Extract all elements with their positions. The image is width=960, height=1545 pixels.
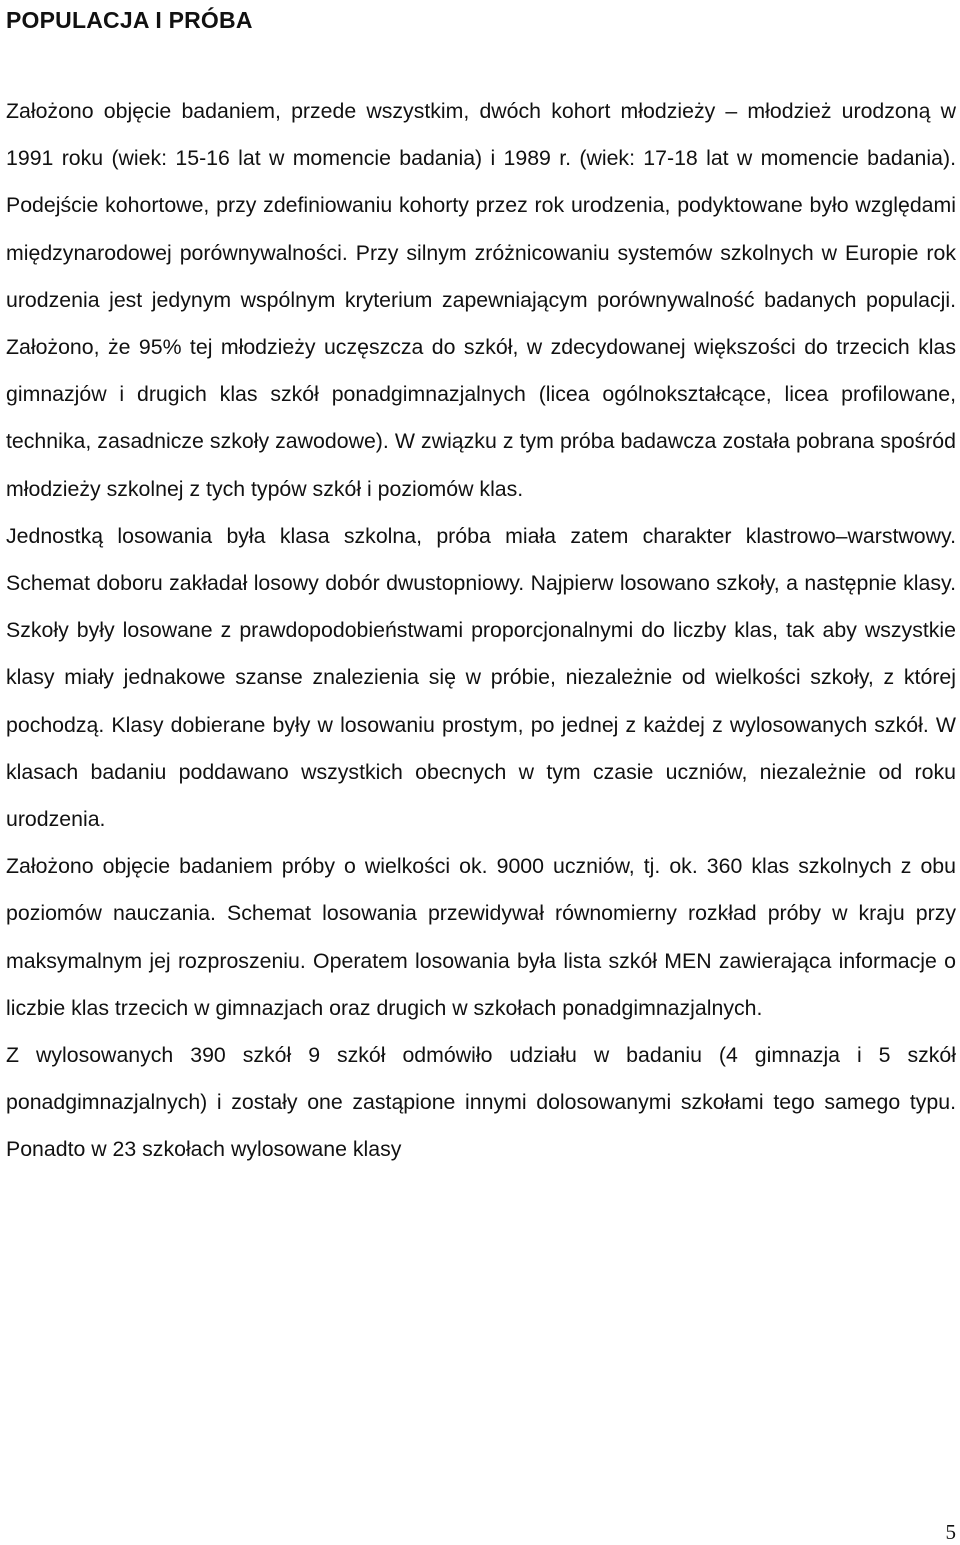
paragraph-refusals: Z wylosowanych 390 szkół 9 szkół odmówiło udziału w badaniu (4 gimnazja i 5 szkół ponadgimnazjalnych) i zostały one zastąpione innymi dolosowanymi szkołami tego samego typu. Ponadto w 23 szkołach wylosowane klasy	[6, 1043, 956, 1162]
paragraph-sampling-unit: Jednostką losowania była klasa szkolna, próba miała zatem charakter klastrowo–warstwowy. Schemat doboru zakładał losowy dobór dwustopniowy. Najpierw losowano szkoły, a następnie klasy. Szkoły były losowane z prawdopodobieństwami proporcjonalnymi do liczby klas, tak aby wszystkie klasy miały jednakowe szanse znalezienia się w próbie, niezależnie od wielkości szkoły, z której pochodzą. Klasy dobierane były w losowaniu prostym, po jednej z każdej z wylosowanych szkół. W klasach badaniu poddawano wszystkich obecnych w tym czasie uczniów, niezależnie od roku urodzenia.	[6, 523, 956, 832]
page-number: 5	[945, 1520, 956, 1544]
body-text	[6, 88, 956, 1174]
section-heading: POPULACJA I PRÓBA	[6, 7, 253, 33]
paragraph-cohorts: Założono objęcie badaniem, przede wszystkim, dwóch kohort młodzieży – młodzież urodzoną w 1991 roku (wiek: 15-16 lat w momencie badania) i 1989 r. (wiek: 17-18 lat w momencie badania). Podejście kohortowe, przy zdefiniowaniu kohorty przez rok urodzenia, podyktowane było względami międzynarodowej porównywalności. Przy silnym zróżnicowaniu systemów szkolnych w Europie rok urodzenia jest jedynym wspólnym kryterium zapewniającym porównywalność badanych populacji. Założono, że 95% tej młodzieży uczęszcza do szkół, w zdecydowanej większości do trzecich klas gimnazjów i drugich klas szkół ponadgimnazjalnych (licea ogólnokształcące, licea profilowane, technika, zasadnicze szkoły zawodowe). W związku z tym próba badawcza została pobrana spośród młodzieży szkolnej z tych typów szkół i poziomów klas.	[6, 99, 956, 501]
paragraph-sample-size: Założono objęcie badaniem próby o wielkości ok. 9000 uczniów, tj. ok. 360 klas szkolnych z obu poziomów nauczania. Schemat losowania przewidywał równomierny rozkład próby w kraju przy maksymalnym jej rozproszeniu. Operatem losowania była lista szkół MEN zawierająca informacje o liczbie klas trzecich w gimnazjach oraz drugich w szkołach ponadgimnazjalnych.	[6, 854, 956, 1020]
